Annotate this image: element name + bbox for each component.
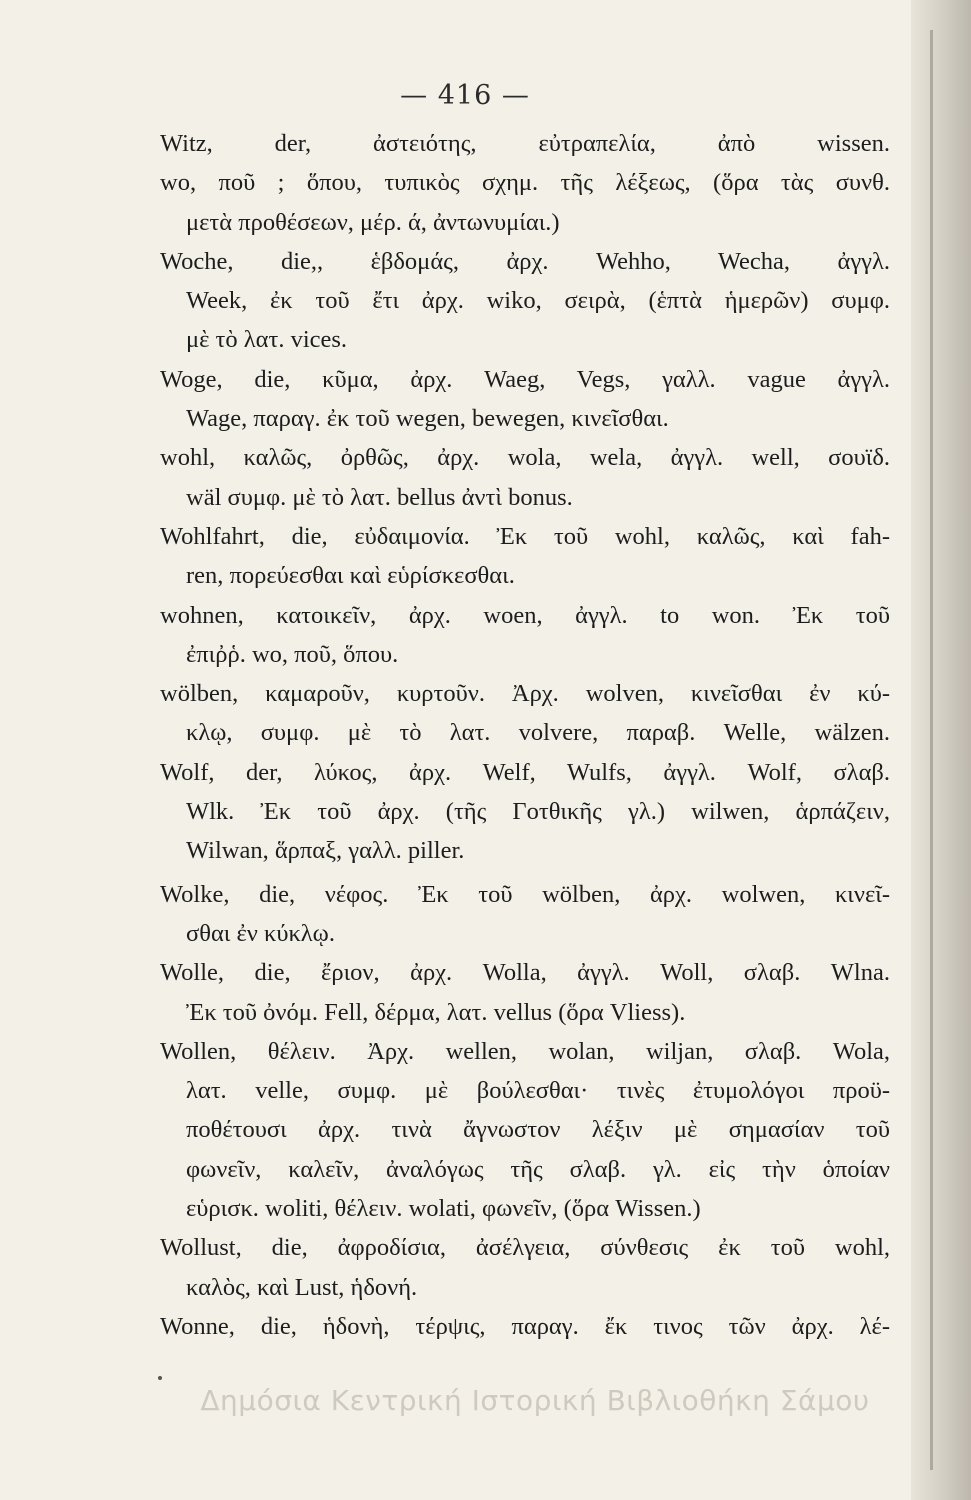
text-line: Woge, die, κῦμα, ἀρχ. Waeg, Vegs, γαλλ. vague ἀγγλ. xyxy=(160,365,890,393)
text-line: Witz, der, ἀστειότης, εὐτραπελία, ἀπὸ wissen. xyxy=(160,130,890,157)
text-line: Wolf, der, λύκος, ἀρχ. Welf, Wulfs, ἀγγλ. Wolf, σλαβ. xyxy=(160,758,890,786)
text-line: Wage, παραγ. ἐκ τοῦ wegen, bewegen, κινεῖσθαι. xyxy=(186,405,669,433)
text-line: ren, πορεύεσθαι καὶ εὑρίσκεσθαι. xyxy=(186,562,515,590)
text-line: ποθέτουσι ἀρχ. τινὰ ἄγνωστον λέξιν μὲ σημασίαν τοῦ xyxy=(186,1116,890,1144)
text-line: Wonne, die, ἡδονὴ, τέρψις, παραγ. ἔκ τινος τῶν ἀρχ. λέ- xyxy=(160,1312,890,1340)
page-number: — 416 — xyxy=(400,80,530,111)
page-edge-shadow xyxy=(911,0,971,1500)
text-line: σθαι ἐν κύκλῳ. xyxy=(186,919,335,947)
text-line: Wollust, die, ἀφροδίσια, ἀσέλγεια, σύνθεσις ἐκ τοῦ wohl, xyxy=(160,1234,890,1262)
page-edge-line xyxy=(930,30,933,1470)
text-line: λατ. velle, συμφ. μὲ βούλεσθαι· τινὲς ἐτυμολόγοι προϋ- xyxy=(186,1077,890,1105)
ink-dot xyxy=(158,1376,162,1380)
text-line: καλὸς, καὶ Lust, ἡδονή. xyxy=(186,1273,418,1301)
text-line: μὲ τὸ λατ. vices. xyxy=(186,326,348,354)
text-line: κλῳ, συμφ. μὲ τὸ λατ. volvere, παραβ. Welle, wälzen. xyxy=(186,719,890,747)
text-line: Wlk. Ἐκ τοῦ ἀρχ. (τῆς Γοτθικῆς γλ.) wilwen, ἁρπάζειν, xyxy=(186,798,890,826)
text-line: Wollen, θέλειν. Ἀρχ. wellen, wolan, wiljan, σλαβ. Wola, xyxy=(160,1037,890,1065)
text-line: wohl, καλῶς, ὀρθῶς, ἀρχ. wola, wela, ἀγγλ. well, σουϊδ. xyxy=(160,444,890,472)
text-line: εὑρισκ. woliti, θέλειν. wolati, φωνεῖν, (ὅρα Wissen.) xyxy=(186,1195,701,1223)
text-line: Wohlfahrt, die, εὐδαιμονία. Ἐκ τοῦ wohl, καλῶς, καὶ fah- xyxy=(160,522,890,550)
text-line: Week, ἐκ τοῦ ἔτι ἀρχ. wiko, σειρὰ, (ἑπτὰ ἡμερῶν) συμφ. xyxy=(186,287,890,315)
text-line: wölben, καμαροῦν, κυρτοῦν. Ἀρχ. wolven, κινεῖσθαι ἐν κύ- xyxy=(160,680,890,708)
text-line: φωνεῖν, καλεῖν, ἀναλόγως τῆς σλαβ. γλ. εἰς τὴν ὁποίαν xyxy=(186,1155,890,1183)
text-line: Wolle, die, ἔριον, ἀρχ. Wolla, ἀγγλ. Woll, σλαβ. Wlna. xyxy=(160,959,890,987)
text-line: wäl συμφ. μὲ τὸ λατ. bellus ἀντὶ bonus. xyxy=(186,483,573,511)
text-line: Wilwan, ἅρπαξ, γαλλ. piller. xyxy=(186,837,465,865)
text-line: Woche, die,, ἑβδομάς, ἀρχ. Wehho, Wecha, ἀγγλ. xyxy=(160,247,890,275)
text-line: Ἐκ τοῦ ὀνόμ. Fell, δέρμα, λατ. vellus (ὅρα Vliess). xyxy=(186,998,686,1026)
text-line: ἐπιῤῥ. wo, ποῦ, ὅπου. xyxy=(186,640,399,668)
text-line: Wolke, die, νέφος. Ἐκ τοῦ wölben, ἀρχ. wolwen, κινεῖ- xyxy=(160,880,890,908)
text-line: wohnen, κατοικεῖν, ἀρχ. woen, ἀγγλ. to won. Ἐκ τοῦ xyxy=(160,601,890,629)
text-line: wo, ποῦ ; ὅπου, τυπικὸς σχημ. τῆς λέξεως, (ὅρα τὰς συνθ. xyxy=(160,169,890,197)
text-line: μετὰ προθέσεων, μέρ. ά, ἀντωνυμίαι.) xyxy=(186,208,560,236)
dictionary-entries xyxy=(160,124,890,1346)
library-watermark: Δημόσια Κεντρική Ιστορική Βιβλιοθήκη Σάμου xyxy=(200,1384,870,1417)
